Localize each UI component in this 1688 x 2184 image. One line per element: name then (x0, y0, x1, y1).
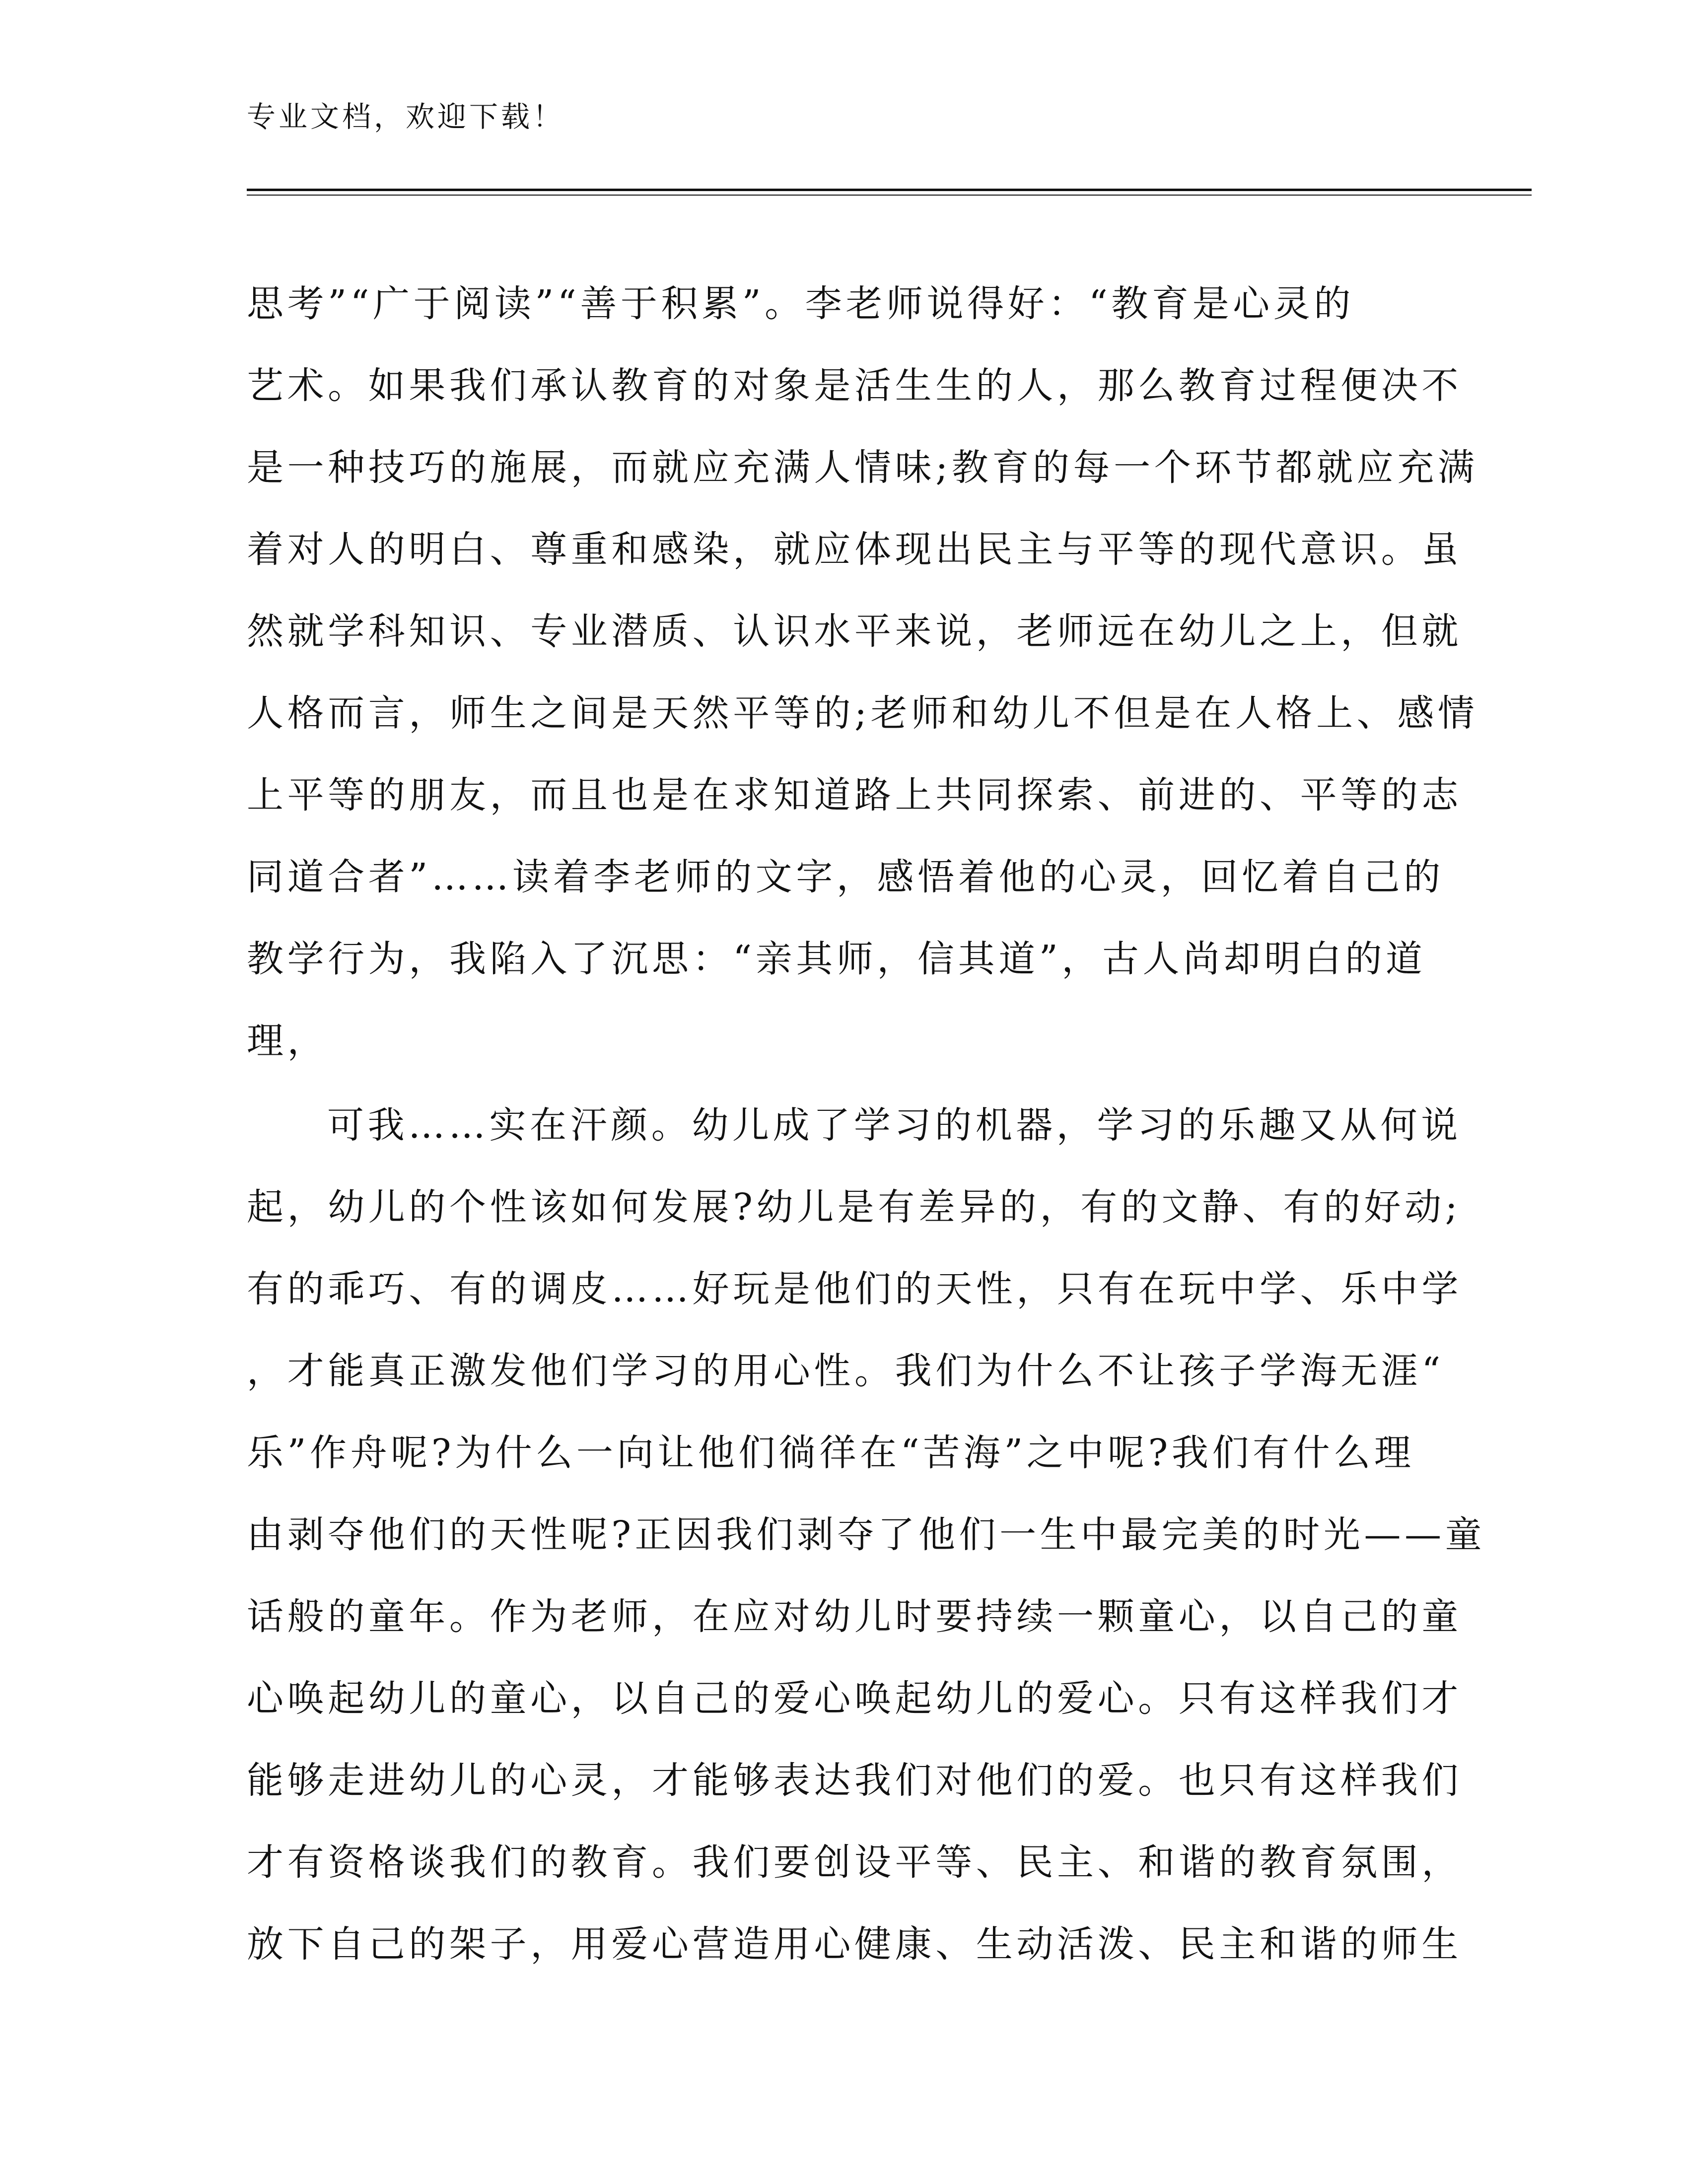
page-header-text: 专业文档，欢迎下载！ (247, 100, 565, 134)
body-line: 思考”“广于阅读”“善于积累”。李老师说得好：“教育是心灵的 (247, 282, 1354, 325)
body-line: 人格而言，师生之间是天然平等的;老师和幼儿不但是在人格上、感情 (247, 692, 1478, 735)
body-line: 由剥夺他们的天性呢?正因我们剥夺了他们一生中最完美的时光——童 (247, 1513, 1486, 1556)
body-line: 心唤起幼儿的童心，以自己的爱心唤起幼儿的爱心。只有这样我们才 (247, 1677, 1462, 1720)
body-line: 同道合者”……读着李老师的文字，感悟着他的心灵，回忆着自己的 (247, 856, 1444, 898)
body-line: 话般的童年。作为老师，在应对幼儿时要持续一颗童心，以自己的童 (247, 1595, 1462, 1638)
body-line: 起，幼儿的个性该如何发展?幼儿是有差异的，有的文静、有的好动; (247, 1186, 1462, 1228)
body-line: 放下自己的架子，用爱心营造用心健康、生动活泼、民主和谐的师生 (247, 1923, 1462, 1966)
body-line: 才有资格谈我们的教育。我们要创设平等、民主、和谐的教育氛围， (247, 1841, 1462, 1884)
body-line: 理， (247, 1020, 328, 1062)
header-divider-thin (247, 195, 1532, 196)
body-line: 上平等的朋友，而且也是在求知道路上共同探索、前进的、平等的志 (247, 774, 1462, 817)
body-line: 着对人的明白、尊重和感染，就应体现出民主与平等的现代意识。虽 (247, 528, 1462, 571)
body-line: ，才能真正激发他们学习的用心性。我们为什么不让孩子学海无涯“ (247, 1350, 1444, 1392)
body-line: 教学行为，我陷入了沉思：“亲其师，信其道”，古人尚却明白的道 (247, 938, 1426, 980)
body-line: 乐”作舟呢?为什么一向让他们徜徉在“苦海”之中呢?我们有什么理 (247, 1432, 1415, 1474)
body-line: 是一种技巧的施展，而就应充满人情味;教育的每一个环节都就应充满 (247, 446, 1478, 489)
body-line: 艺术。如果我们承认教育的对象是活生生的人，那么教育过程便决不 (247, 364, 1462, 407)
header-divider-thick (247, 189, 1532, 191)
body-line: 有的乖巧、有的调皮……好玩是他们的天性，只有在玩中学、乐中学 (247, 1268, 1462, 1310)
document-body (247, 263, 1486, 1985)
body-line: 能够走进幼儿的心灵，才能够表达我们对他们的爱。也只有这样我们 (247, 1759, 1462, 1802)
body-line: 然就学科知识、专业潜质、认识水平来说，老师远在幼儿之上，但就 (247, 610, 1462, 653)
paragraph-first-line: 可我……实在汗颜。幼儿成了学习的机器，学习的乐趣又从何说 (327, 1104, 1462, 1147)
